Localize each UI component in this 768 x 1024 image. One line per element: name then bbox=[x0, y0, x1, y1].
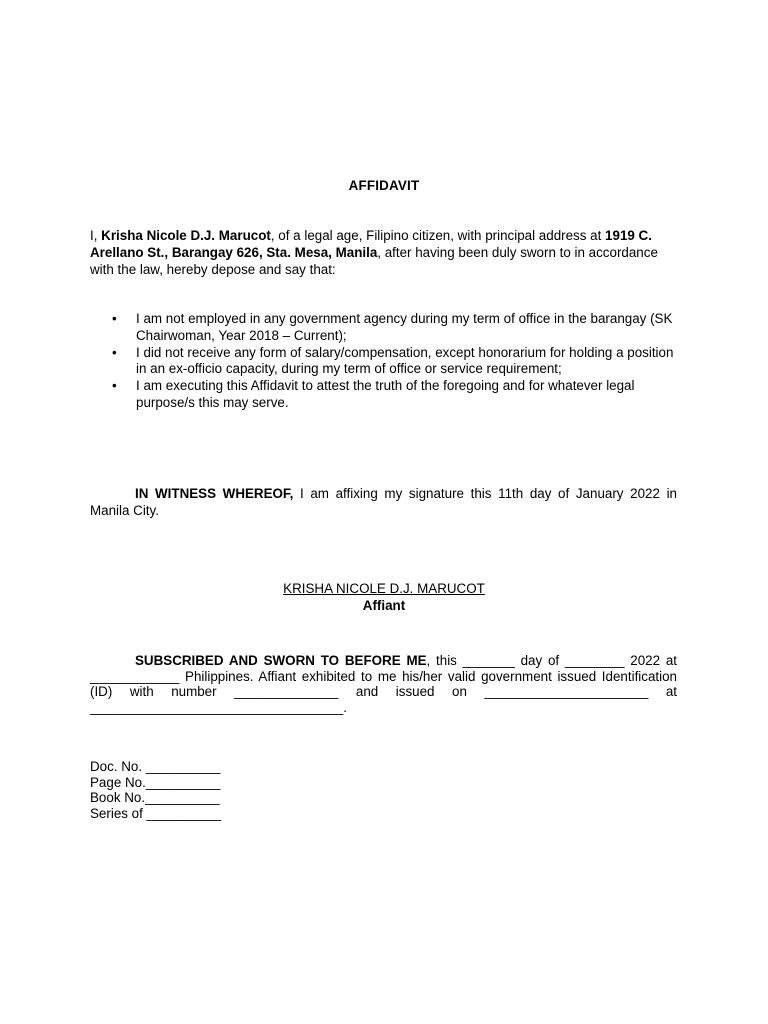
doc-no-line: Doc. No. __________ bbox=[90, 759, 221, 774]
affiant-role: Affiant bbox=[362, 598, 406, 613]
list-item-text: I did not receive any form of salary/compensation, except honorarium for holding a position in an ex-officio capacity, during my term of office or service requirement; bbox=[136, 344, 674, 377]
affiant-name-inline: Krisha Nicole D.J. Marucot bbox=[101, 228, 271, 243]
document-title: AFFIDAVIT bbox=[348, 178, 420, 193]
witness-text: I am affixing my signature this 11th day of January 2022 in Manila City. bbox=[90, 486, 677, 518]
bullet-icon: • bbox=[112, 311, 117, 326]
bullet-icon: • bbox=[112, 378, 117, 394]
witness-lead: IN WITNESS WHEREOF, bbox=[135, 486, 294, 501]
jurat-text: , this _______ day of ________ 2022 at ____________ Philippines. Affiant exhibited to me his/her valid government issued Identification (ID) with number ______________ and issued on ______________________ at __________________________________. bbox=[90, 653, 677, 715]
series-line: Series of __________ bbox=[90, 805, 222, 821]
list-item-text: I am executing this Affidavit to attest the truth of the foregoing and for whatever legal purpose/s this may serve. bbox=[136, 378, 635, 410]
list-item bbox=[90, 345, 680, 379]
affiant-name: KRISHA NICOLE D.J. MARUCOT bbox=[283, 581, 485, 596]
page-no-line: Page No.__________ bbox=[90, 774, 221, 790]
list-item-text: I am not employed in any government agency during my term of office in the barangay (SK Chairwoman, Year 2018 – Current); bbox=[136, 311, 673, 343]
bullet-icon: • bbox=[112, 344, 117, 360]
jurat-lead: SUBSCRIBED AND SWORN TO BEFORE ME bbox=[135, 653, 427, 668]
list-item bbox=[90, 311, 680, 345]
jurat-paragraph bbox=[90, 653, 677, 715]
intro-text-2: , of a legal age, Filipino citizen, with principal address at bbox=[270, 228, 606, 243]
principal-address: 1919 C. Arellano St., Barangay 626, Sta. Mesa, Manila bbox=[90, 228, 652, 260]
notarial-register-block bbox=[90, 759, 390, 821]
witness-paragraph bbox=[90, 486, 677, 519]
book-no-line: Book No.__________ bbox=[90, 790, 220, 805]
intro-text-1: I, bbox=[90, 228, 102, 243]
statement-list bbox=[90, 311, 680, 412]
list-item bbox=[90, 378, 680, 412]
intro-text-3: , after having been duly sworn to in accordance with the law, hereby depose and say that: bbox=[90, 245, 658, 277]
signature-block bbox=[0, 580, 768, 614]
intro-paragraph bbox=[90, 227, 680, 278]
